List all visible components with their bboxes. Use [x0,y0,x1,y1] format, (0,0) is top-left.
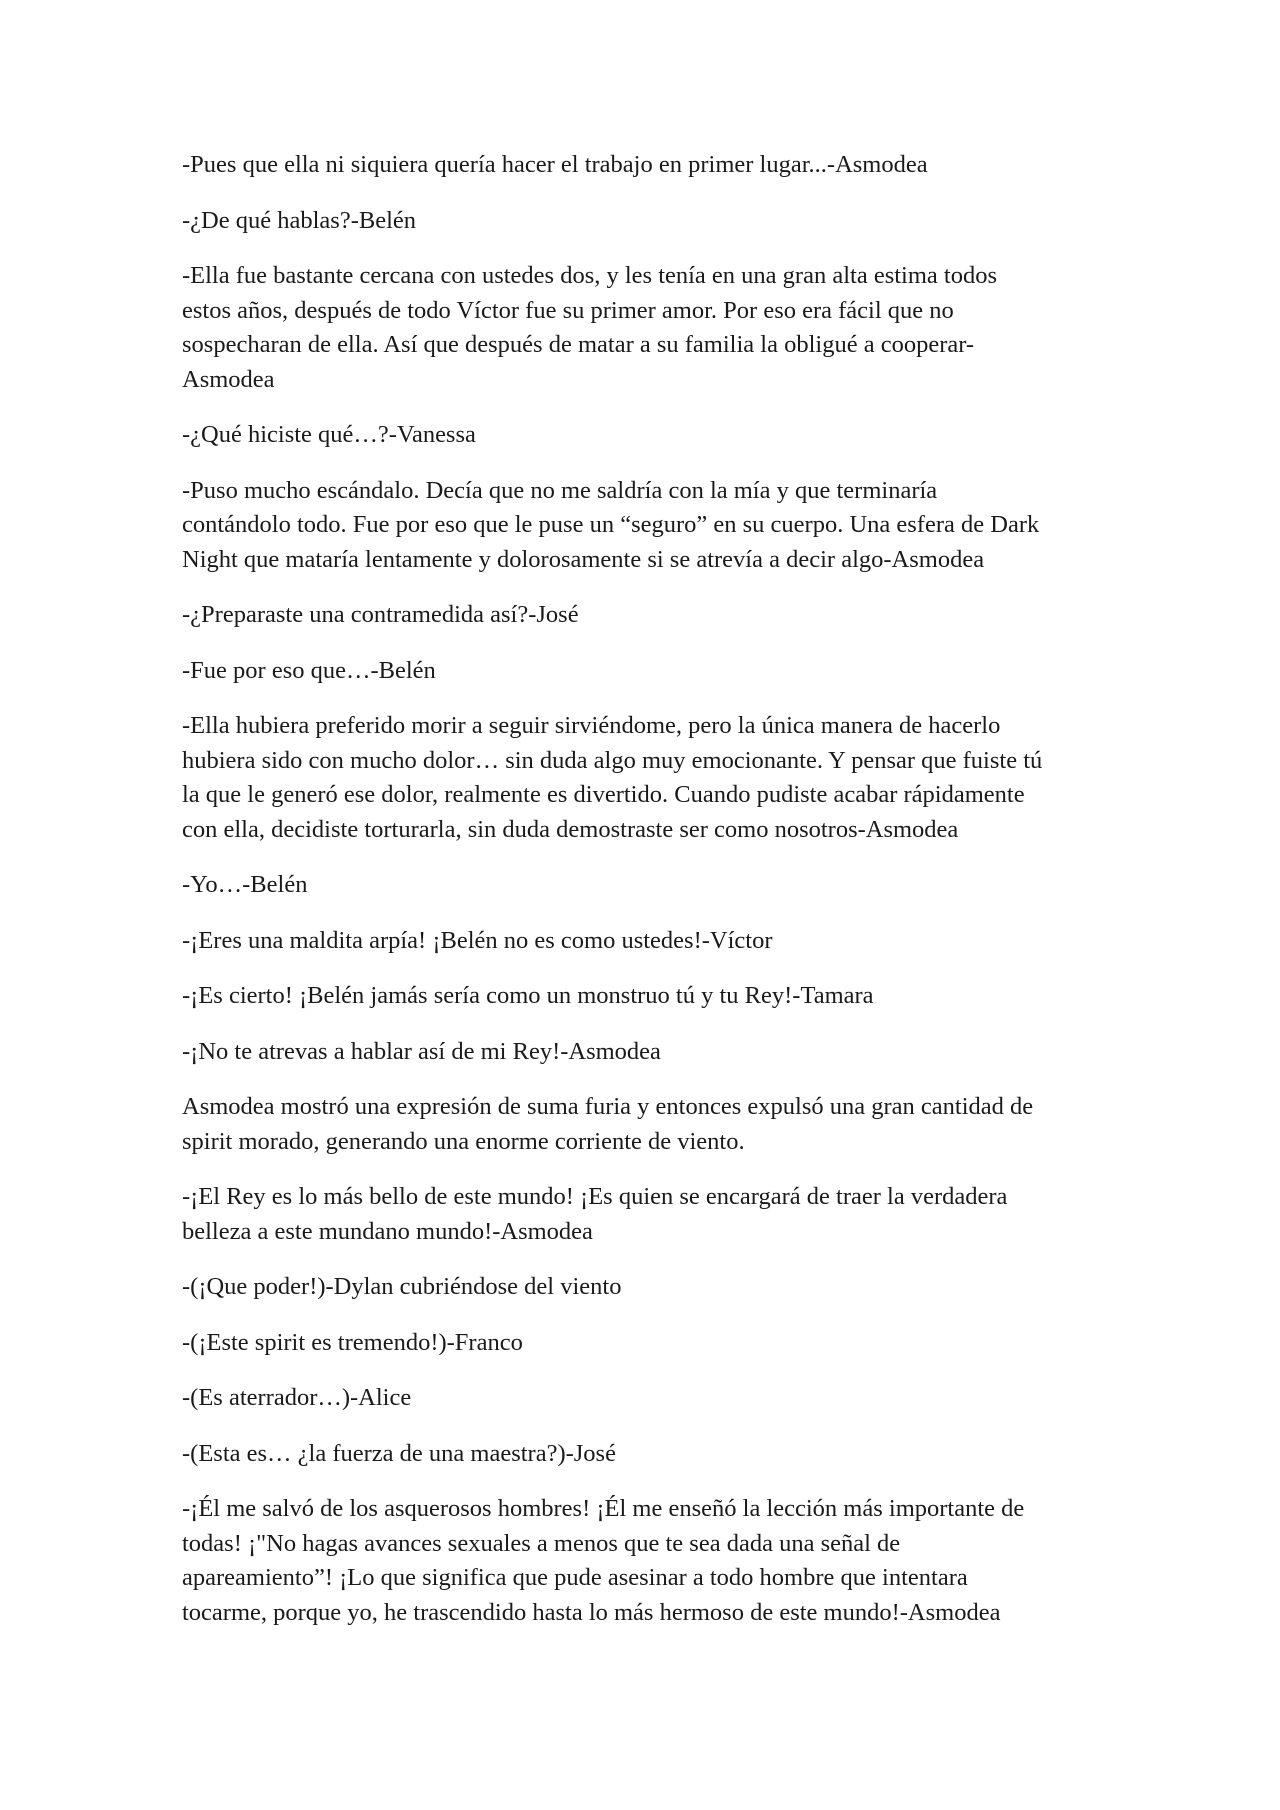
paragraph: -Yo…-Belén [182,871,308,898]
paragraph: -¿Qué hiciste qué…?-Vanessa [182,421,476,448]
paragraph: -¡Eres una maldita arpía! ¡Belén no es como ustedes!-Víctor [182,926,773,954]
document-text-body [182,148,1100,1651]
paragraph: -Ella fue bastante cercana con ustedes dos, y les tenía en una gran alta estima todos estos años, después de todo Víctor fue su primer amor. Por eso era fácil que no sospecharan de ella. Así que después de matar a su familia la obligué a cooperar- Asmodea [182,262,997,393]
paragraph: Asmodea mostró una expresión de suma furia y entonces expulsó una gran cantidad de spirit morado, generando una enorme corriente de viento. [182,1093,1034,1155]
paragraph: -(Es aterrador…)-Alice [182,1384,412,1411]
paragraph: -¡Él me salvó de los asquerosos hombres! ¡Él me enseñó la lección más importante de todas! ¡"No hagas avances sexuales a menos que te sea dada una señal de apareamiento”! ¡Lo que significa que pude asesinar a todo hombre que intentara tocarme, porque yo, he trascendido hasta lo más hermoso de este mundo!-Asmodea [182,1495,1025,1626]
paragraph: -¡El Rey es lo más bello de este mundo! ¡Es quien se encargará de traer la verdadera belleza a este mundano mundo!-Asmodea [182,1183,1008,1245]
paragraph: -(¡Que poder!)-Dylan cubriéndose del viento [182,1273,622,1300]
paragraph: -¿Preparaste una contramedida así?-José [182,601,579,628]
paragraph: -(¡Este spirit es tremendo!)-Franco [182,1328,523,1356]
paragraph: -Ella hubiera preferido morir a seguir sirviéndome, pero la única manera de hacerlo hubiera sido con mucho dolor… sin duda algo muy emocionante. Y pensar que fuiste tú la que le generó ese dolor, realmente es divertido. Cuando pudiste acabar rápidamente con ella, decidiste torturarla, sin duda demostraste ser como nosotros-Asmodea [182,712,1043,843]
paragraph: -¡No te atrevas a hablar así de mi Rey!-Asmodea [182,1037,661,1065]
paragraph: -Fue por eso que…-Belén [182,656,436,684]
paragraph: -¡Es cierto! ¡Belén jamás sería como un monstruo tú y tu Rey!-Tamara [182,982,874,1009]
paragraph: -¿De qué hablas?-Belén [182,206,416,234]
paragraph: -Pues que ella ni siquiera quería hacer el trabajo en primer lugar...-Asmodea [182,151,928,178]
paragraph: -(Esta es… ¿la fuerza de una maestra?)-José [182,1439,616,1467]
paragraph: -Puso mucho escándalo. Decía que no me saldría con la mía y que terminaría contándolo todo. Fue por eso que le puse un “seguro” en su cuerpo. Una esfera de Dark Night que mataría lentamente y dolorosamente si se atrevía a decir algo-Asmodea [182,476,1040,573]
